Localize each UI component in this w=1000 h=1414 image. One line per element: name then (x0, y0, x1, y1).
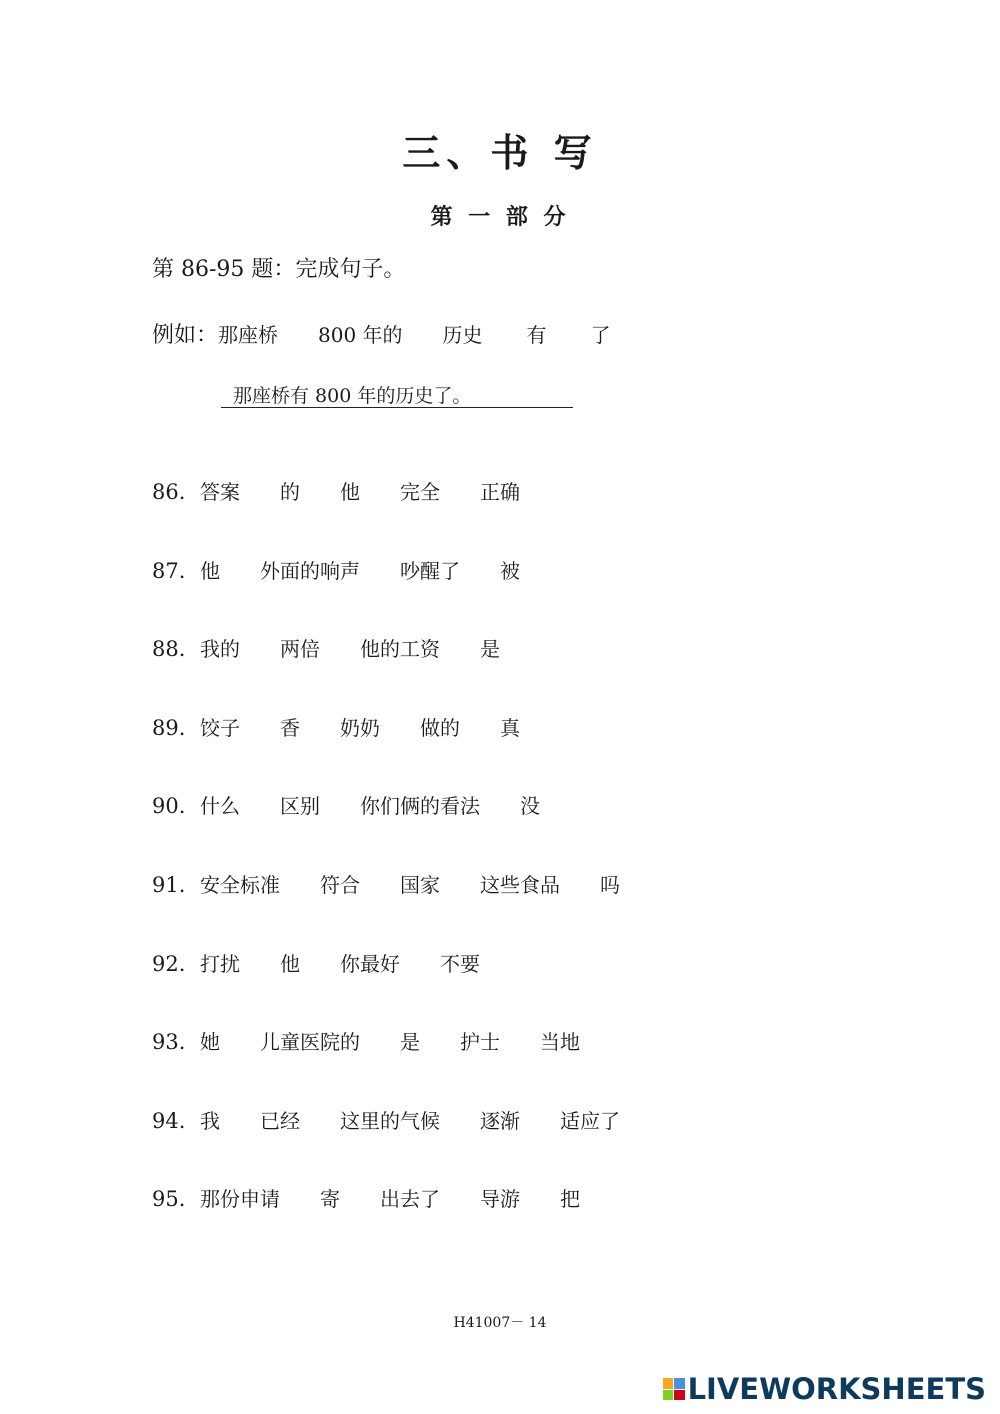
word-card: 完全 (400, 480, 440, 504)
question-number: 91. (152, 873, 186, 897)
word-card: 答案 (200, 480, 240, 504)
example-answer: 那座桥有 800 年的历史了。 (221, 384, 573, 408)
question-row (152, 869, 660, 899)
word-card: 这里的气候 (340, 1108, 440, 1133)
question-number: 89. (152, 715, 186, 740)
word-card: 你们俩的看法 (360, 794, 480, 819)
word-card: 护士 (460, 1030, 500, 1055)
word-card: 把 (560, 1187, 580, 1212)
question-number: 90. (152, 794, 186, 819)
word-card: 打扰 (200, 951, 240, 976)
word-card: 是 (480, 637, 500, 662)
word-card: 他 (340, 480, 360, 504)
question-number: 95. (152, 1187, 186, 1212)
instruction-text: 第 86-95 题：完成句子。 (152, 257, 406, 282)
word-card: 我的 (200, 637, 240, 662)
word-card: 做的 (420, 715, 460, 740)
word-card: 适应了 (560, 1108, 620, 1133)
question-number: 88. (152, 637, 186, 662)
question-row (152, 1105, 660, 1135)
word-card: 国家 (400, 873, 440, 897)
word-card: 那份申请 (200, 1187, 280, 1212)
example-word: 800 年的 (318, 323, 403, 347)
word-card: 的 (280, 480, 300, 504)
word-card: 两倍 (280, 637, 320, 662)
word-card: 他的工资 (360, 637, 440, 662)
question-number: 86. (152, 480, 186, 504)
example-word: 有 (526, 323, 547, 347)
section-title: 第 一 部 分 (430, 204, 570, 230)
logo-text: LIVEWORKSHEETS (687, 1372, 986, 1406)
example-word: 那座桥 (218, 323, 279, 347)
word-card: 他 (200, 558, 220, 583)
question-row (152, 476, 560, 506)
word-card: 已经 (260, 1108, 300, 1133)
example-word: 历史 (442, 323, 483, 347)
question-row (152, 712, 560, 742)
word-card: 是 (400, 1030, 420, 1055)
word-card: 正确 (480, 480, 520, 504)
word-card: 导游 (480, 1187, 520, 1212)
word-card: 符合 (320, 873, 360, 897)
question-row (152, 1183, 620, 1213)
word-card: 吵醒了 (400, 558, 460, 583)
word-card: 你最好 (340, 951, 400, 976)
question-row (152, 948, 520, 978)
word-card: 饺子 (200, 715, 240, 740)
word-card: 什么 (200, 794, 240, 819)
question-row (152, 790, 580, 820)
question-row (152, 1026, 620, 1056)
logo-mark-icon (663, 1378, 685, 1400)
word-card: 安全标准 (200, 873, 280, 897)
word-card: 她 (200, 1030, 220, 1055)
word-card: 不要 (440, 951, 480, 976)
word-card: 外面的响声 (260, 558, 360, 583)
word-card: 真 (500, 715, 520, 740)
word-card: 吗 (600, 873, 620, 897)
word-card: 没 (520, 794, 540, 819)
example-row (152, 318, 651, 348)
page-title: 三、书 写 (402, 130, 598, 175)
word-card: 我 (200, 1108, 220, 1133)
question-row (152, 555, 560, 585)
page-footer: H41007－ 14 (453, 1315, 547, 1331)
word-card: 逐渐 (480, 1108, 520, 1133)
word-card: 香 (280, 715, 300, 740)
word-card: 被 (500, 558, 520, 583)
word-card: 当地 (540, 1030, 580, 1055)
word-card: 出去了 (380, 1187, 440, 1212)
word-card: 寄 (320, 1187, 340, 1212)
question-number: 94. (152, 1108, 186, 1133)
word-card: 奶奶 (340, 715, 380, 740)
word-card: 这些食品 (480, 873, 560, 897)
example-label: 例如： (152, 323, 219, 348)
liveworksheets-logo (663, 1372, 986, 1406)
question-number: 87. (152, 558, 186, 583)
question-row (152, 633, 540, 663)
word-card: 儿童医院的 (260, 1030, 360, 1055)
question-number: 93. (152, 1030, 186, 1055)
example-word: 了 (590, 323, 611, 347)
question-number: 92. (152, 951, 186, 976)
word-card: 他 (280, 951, 300, 976)
word-card: 区别 (280, 794, 320, 819)
